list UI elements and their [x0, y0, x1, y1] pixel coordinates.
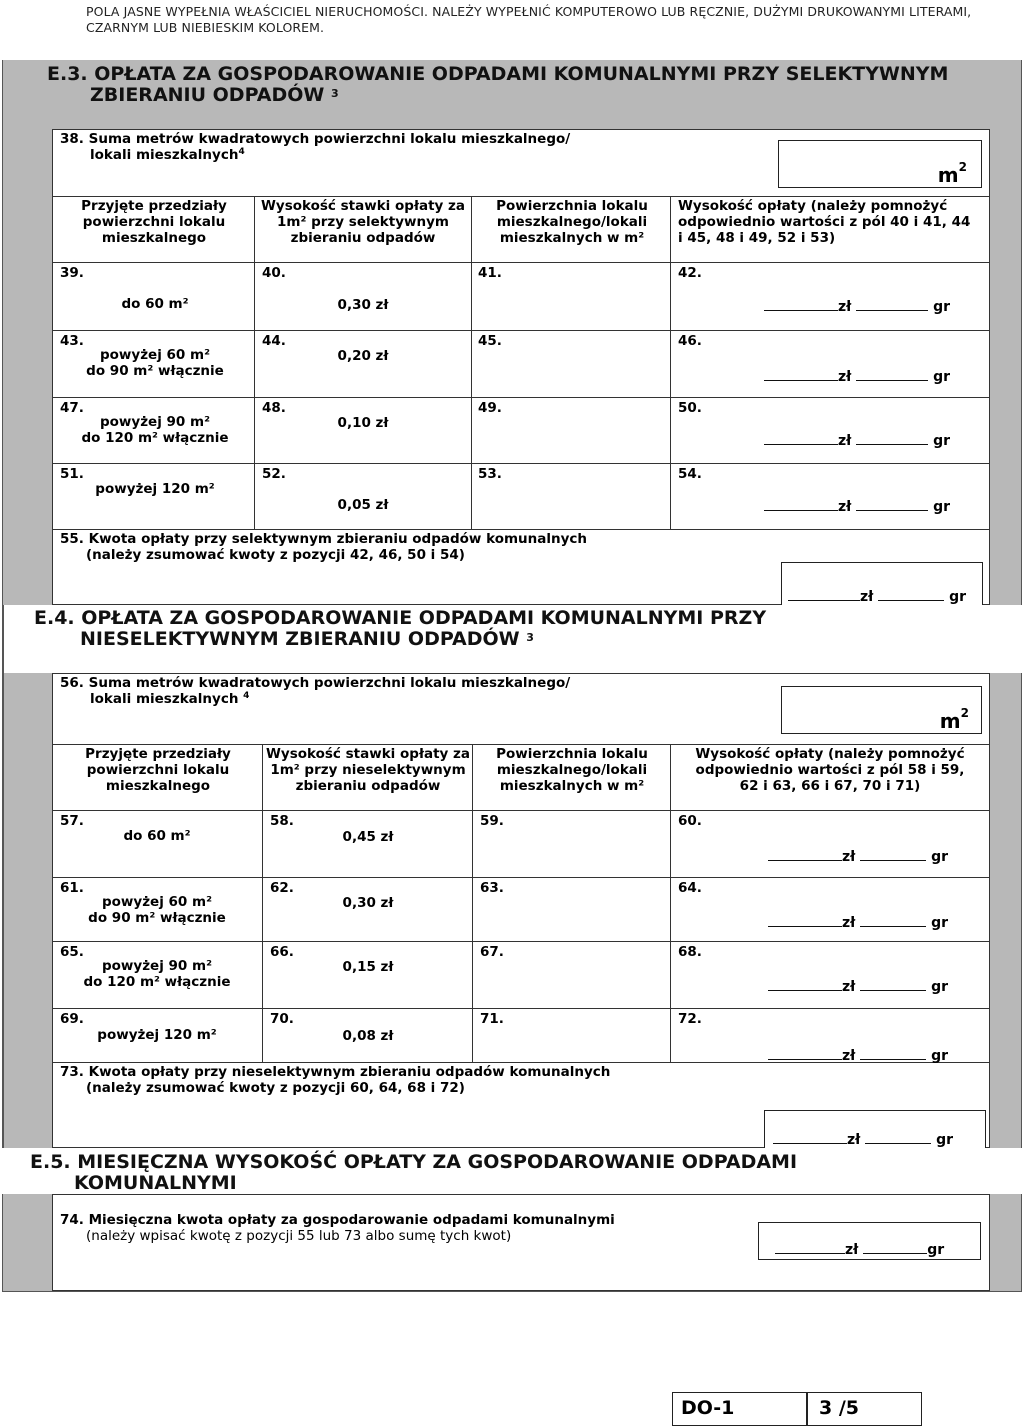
col-header-amount: Wysokość opłaty (należy pomnożyć odpowiednio wartości z pól 58 i 59, 62 i 63, 66 i 67, 70 i 71) [695, 746, 965, 794]
field-number: 40. [262, 265, 286, 281]
field-73-label: 73. Kwota opłaty przy nieselektywnym zbieraniu odpadów komunalnych (należy zsumować kwoty z pozycji 60, 64, 68 i 72) [60, 1064, 611, 1096]
area-input[interactable] [472, 464, 670, 529]
field-55-input[interactable]: zł gr [781, 562, 983, 606]
field-number: 58. [270, 813, 294, 829]
range-label: powyżej 60 m² do 90 m² włącznie [86, 347, 224, 379]
field-73-input[interactable]: zł gr [764, 1110, 986, 1148]
col-header-area: Powierzchnia lokalu mieszkalnego/lokali mieszkalnych w m² [496, 746, 648, 794]
field-number: 57. [60, 813, 84, 829]
amount-input[interactable]: zł gr [764, 368, 950, 385]
amount-input[interactable]: zł gr [768, 848, 948, 865]
col-header-area: Powierzchnia lokalu mieszkalnego/lokali mieszkalnych w m² [496, 198, 648, 246]
rate-value: 0,08 zł [342, 1028, 394, 1044]
col-header-rate: Wysokość stawki opłaty za 1m² przy selektywnym zbieraniu odpadów [261, 198, 465, 246]
range-label: powyżej 120 m² [97, 1027, 217, 1043]
field-number: 46. [678, 333, 702, 349]
field-number: 71. [480, 1011, 504, 1027]
field-number: 50. [678, 400, 702, 416]
col-header-ranges: Przyjęte przedziały powierzchni lokalu mieszkalnego [81, 198, 227, 246]
field-number: 48. [262, 400, 286, 416]
header-note: POLA JASNE WYPEŁNIA WŁAŚCICIEL NIERUCHOMOŚCI. NALEŻY WYPEŁNIĆ KOMPUTEROWO LUB RĘCZNIE, DUŻYMI DRUKOWANYMI LITERAMI, CZARNYM LUB NIEBIESKIM KOLOREM. [86, 4, 972, 35]
rate-value: 0,45 zł [342, 829, 394, 845]
range-label: powyżej 120 m² [95, 481, 215, 497]
field-number: 41. [478, 265, 502, 281]
amount-input[interactable]: zł gr [764, 298, 950, 315]
field-number: 72. [678, 1011, 702, 1027]
rate-value: 0,30 zł [337, 297, 389, 313]
field-number: 43. [60, 333, 84, 349]
field-number: 60. [678, 813, 702, 829]
field-number: 53. [478, 466, 502, 482]
field-number: 62. [270, 880, 294, 896]
field-38-label: 38. Suma metrów kwadratowych powierzchni lokalu mieszkalnego/ lokali mieszkalnych$^4$ [60, 131, 571, 163]
area-input[interactable] [473, 942, 670, 1008]
range-label: powyżej 60 m² do 90 m² włącznie [88, 894, 226, 926]
field-38-input[interactable] [778, 140, 982, 188]
unit-m2: $m^2$ [937, 160, 967, 187]
col-header-rate: Wysokość stawki opłaty za 1m² przy nieselektywnym zbieraniu odpadów [266, 746, 470, 794]
field-number: 47. [60, 400, 84, 416]
field-number: 66. [270, 944, 294, 960]
amount-input[interactable]: zł gr [768, 978, 948, 995]
page-footer [672, 1392, 922, 1426]
field-number: 65. [60, 944, 84, 960]
field-number: 67. [480, 944, 504, 960]
rate-value: 0,10 zł [337, 415, 389, 431]
amount-input[interactable]: zł gr [768, 914, 948, 931]
amount-input[interactable]: zł gr [768, 1047, 948, 1064]
field-55-label: 55. Kwota opłaty przy selektywnym zbieraniu odpadów komunalnych (należy zsumować kwoty z pozycji 42, 46, 50 i 54) [60, 531, 588, 563]
area-input[interactable] [472, 331, 670, 397]
area-input[interactable] [472, 398, 670, 463]
unit-m2: $m^2$ [939, 706, 969, 733]
field-number: 61. [60, 880, 84, 896]
field-number: 39. [60, 265, 84, 281]
section-e4-title: E.4. OPŁATA ZA GOSPODAROWANIE ODPADAMI KOMUNALNYMI PRZY NIESELEKTYWNYM ZBIERANIU ODPADÓW $^3$ [34, 607, 767, 650]
section-e5-title: E.5. MIESIĘCZNA WYSOKOŚĆ OPŁATY ZA GOSPODAROWANIE ODPADAMI KOMUNALNYMI [30, 1151, 798, 1194]
field-56-input[interactable] [781, 686, 982, 734]
field-number: 63. [480, 880, 504, 896]
field-74-input[interactable]: zł gr [758, 1222, 981, 1260]
field-number: 45. [478, 333, 502, 349]
page-number: 3 /5 [819, 1397, 859, 1419]
area-input[interactable] [473, 878, 670, 941]
col-header-ranges: Przyjęte przedziały powierzchni lokalu mieszkalnego [85, 746, 231, 794]
form-code: DO-1 [681, 1397, 735, 1419]
area-input[interactable] [473, 1009, 670, 1062]
field-56-label: 56. Suma metrów kwadratowych powierzchni lokalu mieszkalnego/ lokali mieszkalnych $^4$ [60, 675, 571, 707]
field-number: 54. [678, 466, 702, 482]
range-label: do 60 m² [123, 828, 191, 844]
field-number: 49. [478, 400, 502, 416]
field-number: 44. [262, 333, 286, 349]
rate-value: 0,05 zł [337, 497, 389, 513]
field-number: 59. [480, 813, 504, 829]
field-number: 64. [678, 880, 702, 896]
range-label: powyżej 90 m² do 120 m² włącznie [81, 414, 229, 446]
field-number: 51. [60, 466, 84, 482]
field-74-label: 74. Miesięczna kwota opłaty za gospodarowanie odpadami komunalnymi (należy wpisać kwotę z pozycji 55 lub 73 albo sumę tych kwot) [60, 1212, 615, 1244]
field-number: 42. [678, 265, 702, 281]
field-number: 70. [270, 1011, 294, 1027]
rate-value: 0,20 zł [337, 348, 389, 364]
area-input[interactable] [473, 811, 670, 877]
section-e3-title: E.3. OPŁATA ZA GOSPODAROWANIE ODPADAMI KOMUNALNYMI PRZY SELEKTYWNYM ZBIERANIU ODPADÓW $^3$ [47, 63, 949, 106]
amount-input[interactable]: zł gr [764, 498, 950, 515]
col-header-amount: Wysokość opłaty (należy pomnożyć odpowiednio wartości z pól 40 i 41, 44 i 45, 48 i 49, 52 i 53) [678, 198, 971, 246]
range-label: do 60 m² [121, 296, 189, 312]
rate-value: 0,30 zł [342, 895, 394, 911]
field-number: 68. [678, 944, 702, 960]
field-number: 52. [262, 466, 286, 482]
amount-input[interactable]: zł gr [764, 432, 950, 449]
rate-value: 0,15 zł [342, 959, 394, 975]
field-number: 69. [60, 1011, 84, 1027]
range-label: powyżej 90 m² do 120 m² włącznie [83, 958, 231, 990]
area-input[interactable] [472, 263, 670, 330]
